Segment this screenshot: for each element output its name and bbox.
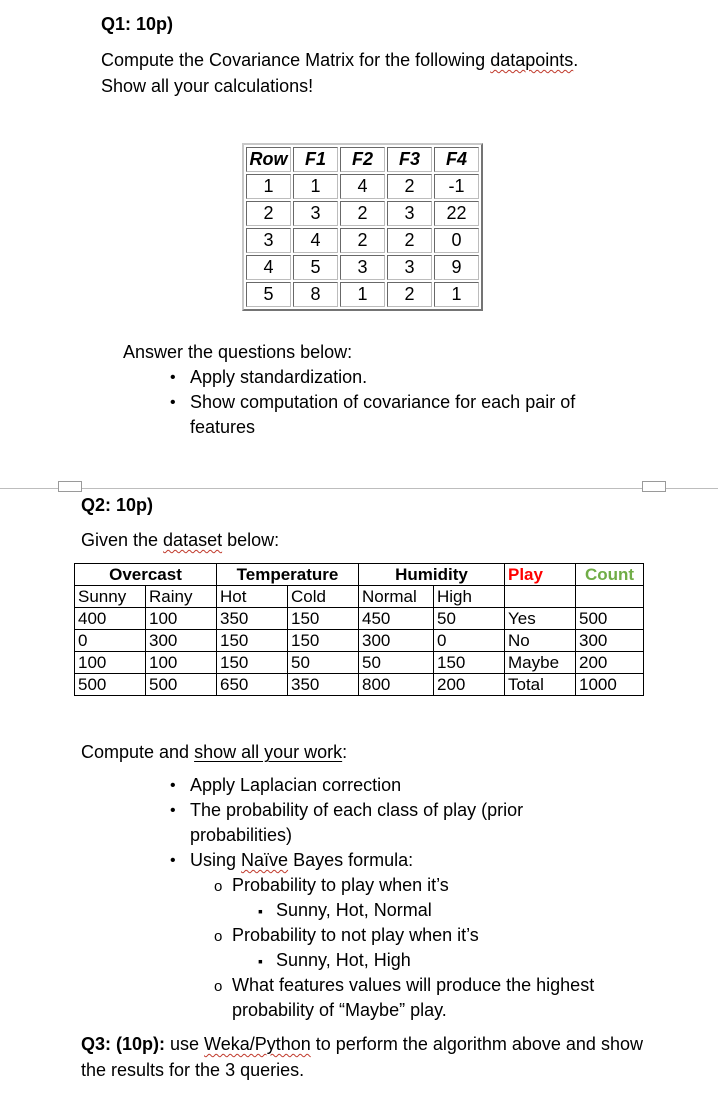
list-item: • Apply Laplacian correction: [166, 773, 626, 798]
q2-table-row: [75, 630, 644, 652]
list-item: ▪ Sunny, Hot, Normal: [252, 898, 626, 923]
q3-title: Q3: (10p):: [81, 1034, 166, 1054]
q1-cell: 3: [387, 201, 432, 226]
q2-cell: 300: [359, 630, 434, 652]
q1-cell: 2: [340, 228, 385, 253]
q2-cell: 150: [217, 630, 288, 652]
q3-text-end: to perform the algorithm above and show the results for the 3 queries.: [81, 1034, 643, 1080]
list-item: • Show computation of covariance for each pair of features: [166, 390, 616, 440]
q1-cell: 3: [340, 255, 385, 280]
q2-cell: 500: [146, 674, 217, 696]
q2-cell: 500: [576, 608, 644, 630]
q1-cell: 5: [293, 255, 338, 280]
q2-subheader-row: [75, 586, 644, 608]
q2-data-table: [74, 563, 644, 696]
q2-bullet-list: [166, 773, 626, 1023]
q1-cell: 8: [293, 282, 338, 307]
q2-given: [81, 527, 279, 553]
q2-cell: 150: [288, 608, 359, 630]
q2-group-header-row: [75, 564, 644, 586]
list-item: ▪ Sunny, Hot, High: [252, 948, 626, 973]
q2-sub-sub-list: [252, 898, 626, 923]
bullet-text-end: Bayes formula:: [288, 850, 414, 870]
q1-table-header-row: [246, 147, 479, 172]
q2-table-row: [75, 608, 644, 630]
q1-table-row: [246, 282, 479, 307]
q1-table-row: [246, 174, 479, 199]
q2-subheader: Rainy: [146, 586, 217, 608]
sub-item-text: Probability to play when it’s: [232, 875, 449, 895]
q2-given-text: Given the: [81, 530, 164, 550]
q2-compute-underlined: show all your work: [194, 742, 343, 762]
q2-cell: 50: [359, 652, 434, 674]
q1-cell: 5: [246, 282, 291, 307]
q1-cell: 2: [387, 174, 432, 199]
list-item: [208, 923, 626, 973]
q3-spellcheck-word: Weka/Python: [204, 1034, 311, 1054]
q1-header-cell: F3: [387, 147, 432, 172]
spellcheck-word: Naïve: [241, 850, 289, 870]
q2-cell: 100: [75, 652, 146, 674]
q2-cell: Maybe: [505, 652, 576, 674]
q1-intro-line2: Show all your calculations!: [101, 76, 314, 96]
q2-cell: 150: [288, 630, 359, 652]
q2-subheader: Normal: [359, 586, 434, 608]
q2-cell: 1000: [576, 674, 644, 696]
q2-cell: 300: [146, 630, 217, 652]
q2-subheader: High: [434, 586, 505, 608]
q2-given-text-end: below:: [222, 530, 280, 550]
margin-marker-right: [642, 481, 666, 492]
q2-count-header: Count: [576, 564, 644, 586]
q2-title: Q2: 10p): [81, 495, 154, 515]
q1-cell: 2: [246, 201, 291, 226]
q1-cell: 1: [246, 174, 291, 199]
q1-intro: [101, 47, 661, 99]
q2-cell: 150: [434, 652, 505, 674]
q2-compute-colon: :: [342, 742, 348, 762]
q2-table-row: [75, 674, 644, 696]
q1-header-cell: F2: [340, 147, 385, 172]
q1-bullet-list: [166, 365, 616, 440]
q3-text: use: [165, 1034, 205, 1054]
q2-empty-cell: [505, 586, 576, 608]
list-item: • Apply standardization.: [166, 365, 616, 390]
margin-marker-left: [58, 481, 82, 492]
q2-cell: 0: [434, 630, 505, 652]
q1-intro-text: Compute the Covariance Matrix for the following: [101, 50, 491, 70]
q2-cell: 200: [576, 652, 644, 674]
q2-sub-list: [208, 873, 626, 1023]
q2-group-header: Overcast: [75, 564, 217, 586]
q1-cell: 1: [434, 282, 479, 307]
q2-cell: 200: [434, 674, 505, 696]
q2-cell: 300: [576, 630, 644, 652]
q1-cell: 3: [246, 228, 291, 253]
q2-empty-cell: [576, 586, 644, 608]
q2-play-header: Play: [505, 564, 576, 586]
page-break-line: [0, 488, 718, 489]
q1-cell: 9: [434, 255, 479, 280]
q2-cell: Total: [505, 674, 576, 696]
q1-cell: 1: [293, 174, 338, 199]
q2-compute-instruction: [81, 739, 347, 765]
q1-cell: 0: [434, 228, 479, 253]
q2-cell: 50: [288, 652, 359, 674]
q2-group-header: Humidity: [359, 564, 505, 586]
list-item: o What features values will produce the highest probability of “Maybe” play.: [208, 973, 626, 1023]
q3-paragraph: [81, 1031, 651, 1083]
q2-cell: 650: [217, 674, 288, 696]
q2-cell: 0: [75, 630, 146, 652]
q2-cell: 400: [75, 608, 146, 630]
q1-data-table: [242, 143, 483, 311]
q2-cell: 100: [146, 652, 217, 674]
q1-cell: 4: [246, 255, 291, 280]
q2-cell: No: [505, 630, 576, 652]
q1-cell: 22: [434, 201, 479, 226]
q1-answer-intro: Answer the questions below:: [123, 342, 353, 362]
q1-intro-spellcheck-word: datapoints: [490, 50, 574, 70]
q1-header-cell: F1: [293, 147, 338, 172]
q1-cell: 2: [387, 228, 432, 253]
q1-intro-period: .: [573, 50, 579, 70]
q1-cell: -1: [434, 174, 479, 199]
q2-subheader: Cold: [288, 586, 359, 608]
q2-group-header: Temperature: [217, 564, 359, 586]
q2-spellcheck-word: dataset: [163, 530, 223, 550]
q2-compute-text: Compute and: [81, 742, 195, 762]
q1-header-cell: Row: [246, 147, 291, 172]
list-item: [166, 848, 626, 1023]
q2-cell: 800: [359, 674, 434, 696]
q2-cell: 500: [75, 674, 146, 696]
q2-cell: Yes: [505, 608, 576, 630]
q2-subheader: Hot: [217, 586, 288, 608]
q1-cell: 4: [293, 228, 338, 253]
q1-cell: 1: [340, 282, 385, 307]
bullet-text: Using: [190, 850, 242, 870]
q1-cell: 2: [340, 201, 385, 226]
q1-title: Q1: 10p): [101, 14, 174, 34]
q1-cell: 3: [387, 255, 432, 280]
q2-cell: 450: [359, 608, 434, 630]
q2-table-row: [75, 652, 644, 674]
list-item: [208, 873, 626, 923]
q1-cell: 4: [340, 174, 385, 199]
q1-header-cell: F4: [434, 147, 479, 172]
list-item: • The probability of each class of play (prior probabilities): [166, 798, 626, 848]
q1-cell: 3: [293, 201, 338, 226]
q2-cell: 100: [146, 608, 217, 630]
q1-table-row: [246, 255, 479, 280]
q2-cell: 350: [288, 674, 359, 696]
q2-cell: 50: [434, 608, 505, 630]
q1-table-row: [246, 228, 479, 253]
q2-cell: 350: [217, 608, 288, 630]
q2-cell: 150: [217, 652, 288, 674]
sub-item-text: Probability to not play when it’s: [232, 925, 479, 945]
q1-cell: 2: [387, 282, 432, 307]
q1-table-row: [246, 201, 479, 226]
q2-subheader: Sunny: [75, 586, 146, 608]
q2-sub-sub-list: [252, 948, 626, 973]
